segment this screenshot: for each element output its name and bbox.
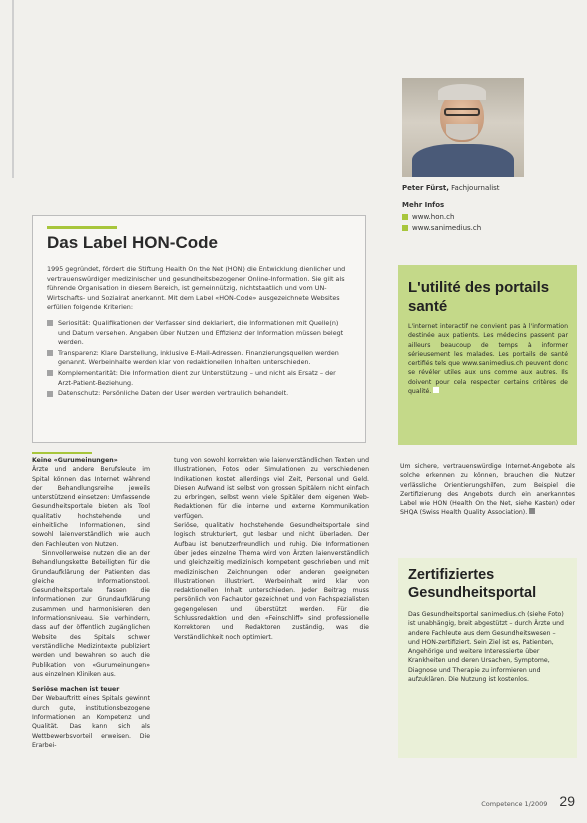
author-photo xyxy=(402,78,524,177)
side-box-fr xyxy=(398,265,577,445)
link-sanimedius[interactable]: www.sanimedius.ch xyxy=(412,224,482,232)
side-box-fr-heading: L'utilité des portails santé xyxy=(408,279,550,315)
margin-rule xyxy=(12,0,14,178)
side-box-de-heading: Zertifiziertes Gesundheitsportal xyxy=(408,567,537,601)
hon-box-title: Das Label HON-Code xyxy=(47,233,218,252)
more-info-heading: Mehr Infos xyxy=(402,201,445,209)
paragraph: Sinnvollerweise nutzen die an der Behandlungskette Beteiligten für die Grundaufklärung der Patienten das gleiche Informationstool. Gesundheitsportale fassen die Informationen zur Grundaufklärung zusammen und harmonisieren den Informationsniveau. Sie verhindern, dass auf der öffentlich zugänglichen Website des Spitals schwer verständliche Medizintexte publiziert werden und bewahren so auch die Publikation von «Gurumeinungen» aus einzelnen Kliniken aus. xyxy=(32,549,150,678)
photo-caption: Peter Fürst, Fachjournalist xyxy=(402,184,500,192)
criterion: Komplementarität: Die Information dient zur Unterstützung – und nicht als Ersatz – der Arzt-Patient-Beziehung. xyxy=(47,369,351,388)
criterion: Transparenz: Klare Darstellung, inklusive E-Mail-Adressen. Finanzierungsquellen werden genannt. Werbeinhalte werden klar von redaktionellen Inhalten unterschieden. xyxy=(47,349,351,368)
bullet-icon xyxy=(402,225,408,231)
side-box-de xyxy=(398,558,577,758)
criterion: Seriosität: Qualifikationen der Verfasser sind deklariert, die Informationen mit Quelle(n) und Datum versehen. Angaben über Nutzen und Effizienz der Information müssen belegt werden. xyxy=(47,319,351,348)
page-number: 29 xyxy=(559,793,575,809)
subheading: Seriöse machen ist teuer xyxy=(32,686,120,694)
hon-box-intro: 1995 gegründet, fördert die Stiftung Health On the Net (HON) die Entwicklung dienlicher und vertrauenswürdiger medizinischer und gesundheitsbezogener Online-Information. Sie gilt als führende Organisation in diesem Bereich, ist gemeinnützig, nichtstaatlich und vom UN-Wirtschafts- und Sozialrat anerkannt. Mit dem Label «HON-Code» ausgezeichnete Websites erfüllen folgende Kriterien: xyxy=(47,265,346,312)
column-accent xyxy=(32,452,92,454)
paragraph: Der Webauftritt eines Spitals gewinnt durch gute, institutionsbezogene Informationen an Kompetenz und Qualität. Das kann sich als Wettbewerbsvorteil erweisen. Die Erarbei- xyxy=(32,695,150,749)
hon-box-body xyxy=(47,265,351,399)
side-box-fr-text: L'internet interactif ne convient pas à l'information destinée aux patients. Les médecins passent par ailleurs beaucoup de temps à informer sérieusement les malades. Les portails de santé certifiés tels que www.sanimedius.ch peuvent donc se révéler utiles aux uns comme aux autres. Ils doivent pour cela respecter certains critères de qualité. xyxy=(408,323,568,396)
subheading: Keine «Gurumeinungen» xyxy=(32,457,118,464)
link-hon[interactable]: www.hon.ch xyxy=(412,213,455,221)
more-info xyxy=(402,201,481,235)
bullet-icon xyxy=(402,214,408,220)
paragraph: Um sichere, vertrauenswürdige Internet-Angebote als solche erkennen zu können, brauchen die Nutzer verlässliche Orientierungshilfen, zum Beispiel die Zertifizierung des Angebots durch ein anerkanntes Label wie HON (Health On the Net, siehe Kasten) oder SHQA (Swiss Health Quality Association). xyxy=(400,463,575,517)
column-1 xyxy=(32,456,150,750)
criterion: Datenschutz: Persönliche Daten der User werden vertraulich behandelt. xyxy=(47,389,351,399)
side-box-de-text: Das Gesundheitsportal sanimedius.ch (siehe Foto) ist unabhängig, breit abgestützt – durch Ärzte und andere Fachleute aus dem Gesundheitswesen – und HON-zertifiziert. Sein Ziel ist es, Patienten, Angehörige und weitere Interessierte über Krankheiten und deren Ursachen, Symptome, Diagnose und Therapie zu informieren und aufzuklären. Die Nutzung ist kostenlos. xyxy=(408,611,564,684)
paragraph: tung von sowohl korrekten wie laienverständlichen Texten und Illustrationen, Fotos oder Simulationen zu verschiedenen Indikationen kostet allerdings viel Zeit, Personal und Geld. Diesen Aufwand ist selbst von grossen Spitälern nicht einfach zu erbringen, selbst wenn viele Spitäler dem eigenen Web-Redaktionen für die interne und externe Kommunikation verfügen. xyxy=(174,457,369,520)
accent-bar xyxy=(47,226,117,229)
page-footer xyxy=(481,793,575,809)
paragraph: Ärzte und andere Berufsleute im Spital können das Internet während der Behandlungsreihe jeweils unterstützend einsetzen: Umfassende Gesundheitsportale bieten als Tool qualitativ hochstehende und einheitliche Informationen, sind sowohl laienverständlich wie auch den Fachleuten von Nutzen. xyxy=(32,466,150,548)
publication-name: Competence 1/2009 xyxy=(481,800,548,808)
hon-code-box xyxy=(32,215,366,443)
paragraph: Seriöse, qualitativ hochstehende Gesundheitsportale sind logisch strukturiert, gut lesbar und nicht überladen. Der Aufbau ist benutzerfreundlich und ruhig. Die Informationen über jedes einzelne Thema wird von Ärzten laienverständlich und gleichzeitig medizinisch kompetent geschrieben und mit medizinischen Zeichnungen oder anderen geeigneten Illustrationen illustriert. Werbeinhalt wird klar von redaktionellen Inhalt unterschieden. Jeder Beitrag muss persönlich von Fachautor gezeichnet und von Fachspezialisten gegengelesen und überstützt werden. Für die Schlussredaktion und den «Feinschliff» sind professionelle Korrektoren und Redaktoren zuständig, was die Verständlichkeit noch optimiert. xyxy=(174,522,369,641)
column-3 xyxy=(400,462,575,518)
column-2 xyxy=(174,456,369,642)
